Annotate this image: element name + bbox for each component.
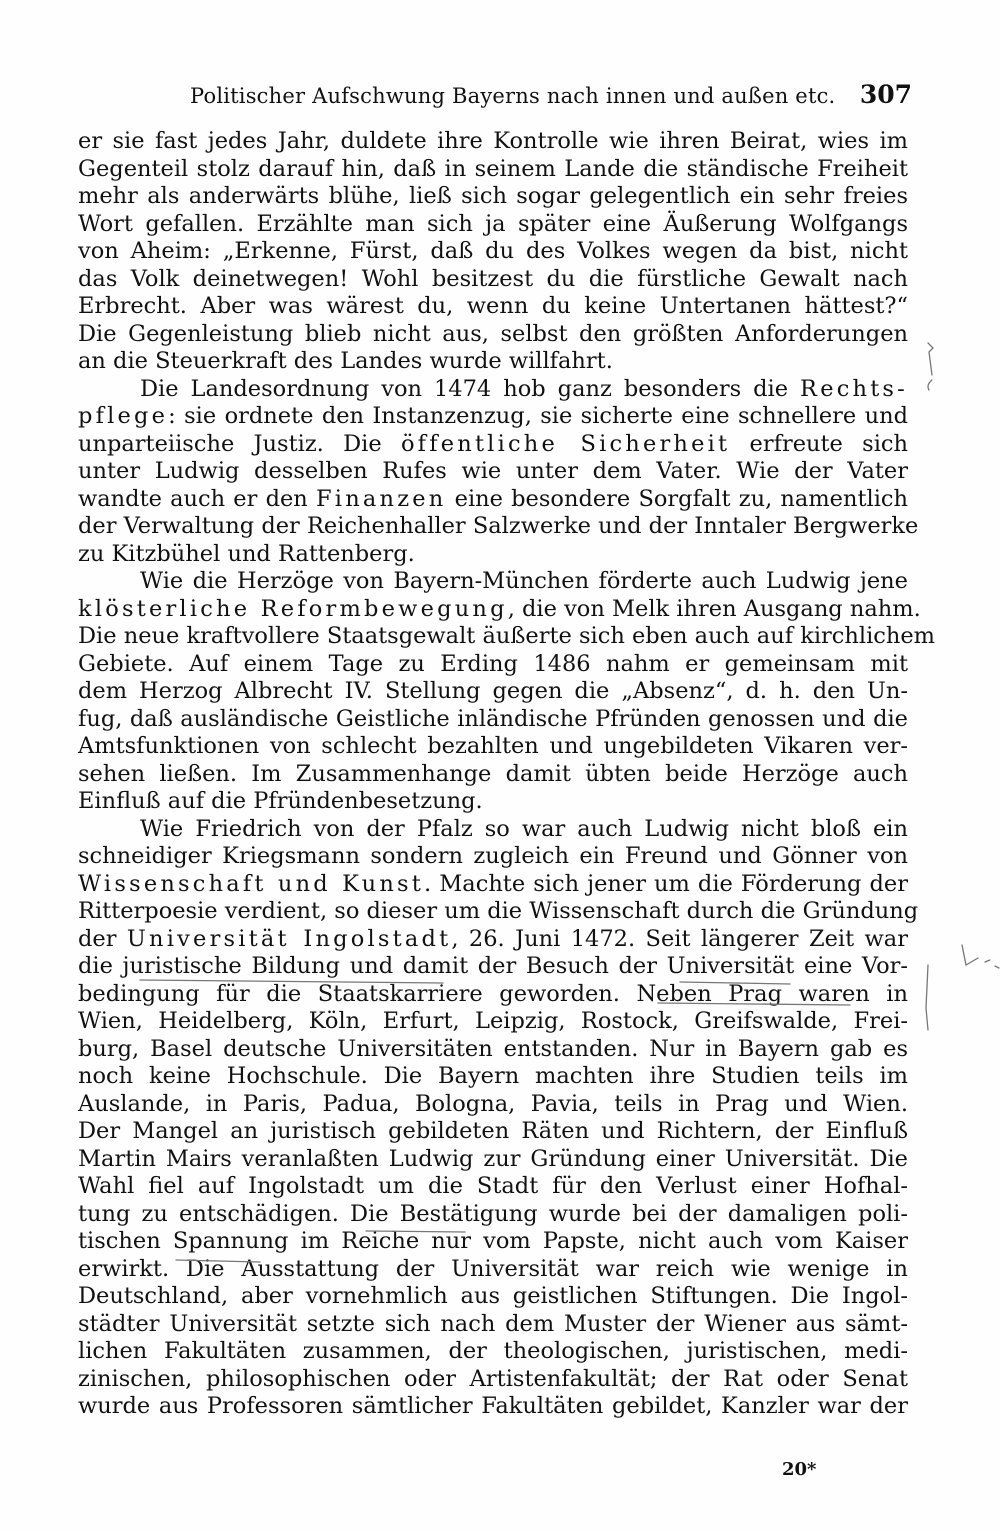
text-line: Gebiete. Auf einem Tage zu Erding 1486 nahm er gemeinsam mit (78, 650, 908, 677)
text-line: Martin Mairs veranlaßten Ludwig zur Gründung einer Universität. Die (78, 1145, 908, 1172)
underline-universitaet (140, 980, 443, 983)
text-line: mehr als anderwärts blühe, ließ sich sogar gelegentlich ein sehr freies (78, 183, 908, 209)
text-line: Gegenteil stolz darauf hin, daß in seinem Lande die ständische Freiheit (78, 155, 908, 182)
text-line: dem Herzog Albrecht IV. Stellung gegen die „Absenz“, d. h. den Un- (78, 678, 908, 704)
text-line: Die Landesordnung von 1474 hob ganz besonders die Rechts- (140, 375, 908, 402)
text-line: Wien, Heidelberg, Köln, Erfurt, Leipzig, Rostock, Greifswalde, Frei- (78, 1008, 908, 1034)
text-line: zinischen, philosophischen oder Artistenfakultät; der Rat oder Senat (78, 1365, 908, 1392)
margin-dash-mark (985, 960, 999, 968)
page-number: 307 (859, 80, 912, 109)
text-line: an die Steuerkraft des Landes wurde willfahrt. (78, 348, 613, 374)
text-line: schneidiger Kriegsmann sondern zugleich ein Freund und Gönner von (78, 843, 908, 869)
text-line: das Volk deinetwegen! Wohl besitzest du die fürstliche Gewalt nach (78, 265, 908, 292)
text-line: städter Universität setzte sich nach dem Muster der Wiener aus sämt- (78, 1310, 908, 1337)
text-line: Der Mangel an juristisch gebildeten Räten und Richtern, der Einfluß (78, 1118, 908, 1144)
text-line: Wahl fiel auf Ingolstadt um die Stadt für den Verlust einer Hofhal- (78, 1173, 908, 1199)
text-line: erwirkt. Die Ausstattung der Universität war reich wie wenige in (78, 1255, 908, 1282)
underline-um-die (366, 1231, 465, 1232)
text-line: er sie fast jedes Jahr, duldete ihre Kontrolle wie ihren Beirat, wies im (78, 128, 908, 154)
text-line: unparteiische Justiz. Die öffentliche Sicherheit erfreute sich (78, 430, 908, 457)
text-line: der Universität Ingolstadt, 26. Juni 1472. Seit längerer Zeit war (78, 925, 908, 952)
text-line: noch keine Hochschule. Die Bayern machten ihre Studien teils im (78, 1063, 908, 1089)
text-line: lichen Fakultäten zusammen, der theologischen, juristischen, medi- (78, 1338, 908, 1364)
text-line: Auslande, in Paris, Padua, Bologna, Pavia, teils in Prag und Wien. (78, 1090, 908, 1117)
running-title: Politischer Aufschwung Bayerns nach innen und außen etc. (190, 84, 836, 108)
text-line: zu Kitzbühel und Rattenberg. (78, 540, 415, 567)
text-line: fug, daß ausländische Geistliche inländische Pfründen genossen und die (78, 705, 908, 732)
margin-sidebar-line (926, 965, 928, 1030)
text-line: unter Ludwig desselben Rufes wie unter dem Vater. Wie der Vater (78, 458, 908, 484)
text-line: Wissenschaft und Kunst. Machte sich jener um die Förderung der (78, 870, 908, 897)
margin-curl-mark (928, 380, 932, 390)
text-line: bedingung für die Staatskarriere geworden. Neben Prag waren in (78, 980, 908, 1007)
text-line: Ritterpoesie verdient, so dieser um die Wissenschaft durch die Gründung (78, 898, 919, 924)
text-line: Einfluß auf die Pfründenbesetzung. (78, 788, 483, 814)
text-line: Deutschland, aber vornehmlich aus geistlichen Stiftungen. Die Ingol- (78, 1283, 908, 1309)
text-line: Wie die Herzöge von Bayern-München förderte auch Ludwig jene (140, 568, 908, 594)
text-line: Wort gefallen. Erzählte man sich ja später eine Äußerung Wolfgangs (78, 210, 908, 237)
text-line: tischen Spannung im Reiche nur vom Papste, nicht auch vom Kaiser (78, 1228, 908, 1254)
text-line: der Verwaltung der Reichenhaller Salzwerke und der Inntaler Bergwerke (78, 513, 919, 539)
text-line: von Aheim: „Erkenne, Fürst, daß du des Volkes wegen da bist, nicht (78, 238, 908, 264)
text-line: Amtsfunktionen von schlecht bezahlten und ungebildeten Vikaren ver- (78, 733, 908, 759)
text-line: tung zu entschädigen. Die Bestätigung wurde bei der damaligen poli- (78, 1200, 908, 1227)
underline-tung-zu (176, 1260, 260, 1262)
text-line: Wie Friedrich von der Pfalz so war auch Ludwig nicht bloß ein (140, 815, 908, 842)
text-line: die juristische Bildung und damit der Besuch der Universität eine Vor- (78, 953, 908, 979)
text-line: Die Gegenleistung blieb nicht aus, selbst den größten Anforderungen (78, 320, 908, 347)
signature-mark: 20* (782, 1459, 817, 1480)
text-line: wandte auch er den Finanzen eine besondere Sorgfalt zu, namentlich (78, 485, 909, 512)
text-line: Die neue kraftvollere Staatsgewalt äußerte sich eben auch auf kirchlichem (78, 623, 936, 649)
text-line: Erbrecht. Aber was wärest du, wenn du keine Untertanen hättest?“ (78, 293, 908, 319)
margin-tick-mark (962, 945, 978, 965)
margin-bracket-mark (928, 343, 933, 375)
text-line: klösterliche Reformbewegung, die von Melk ihren Ausgang nahm. (78, 595, 921, 622)
text-line: sehen ließen. Im Zusammenhange damit übten beide Herzöge auch (78, 760, 908, 787)
underline-universitaet-2 (658, 1003, 850, 1005)
text-line: pflege: sie ordnete den Instanzenzug, sie sicherte eine schnellere und (78, 403, 908, 429)
text-line: wurde aus Professoren sämtlicher Fakultäten gebildet, Kanzler war der (78, 1393, 908, 1419)
text-line: burg, Basel deutsche Universitäten entstanden. Nur in Bayern gab es (78, 1035, 908, 1062)
underline-laengerer (680, 982, 790, 984)
